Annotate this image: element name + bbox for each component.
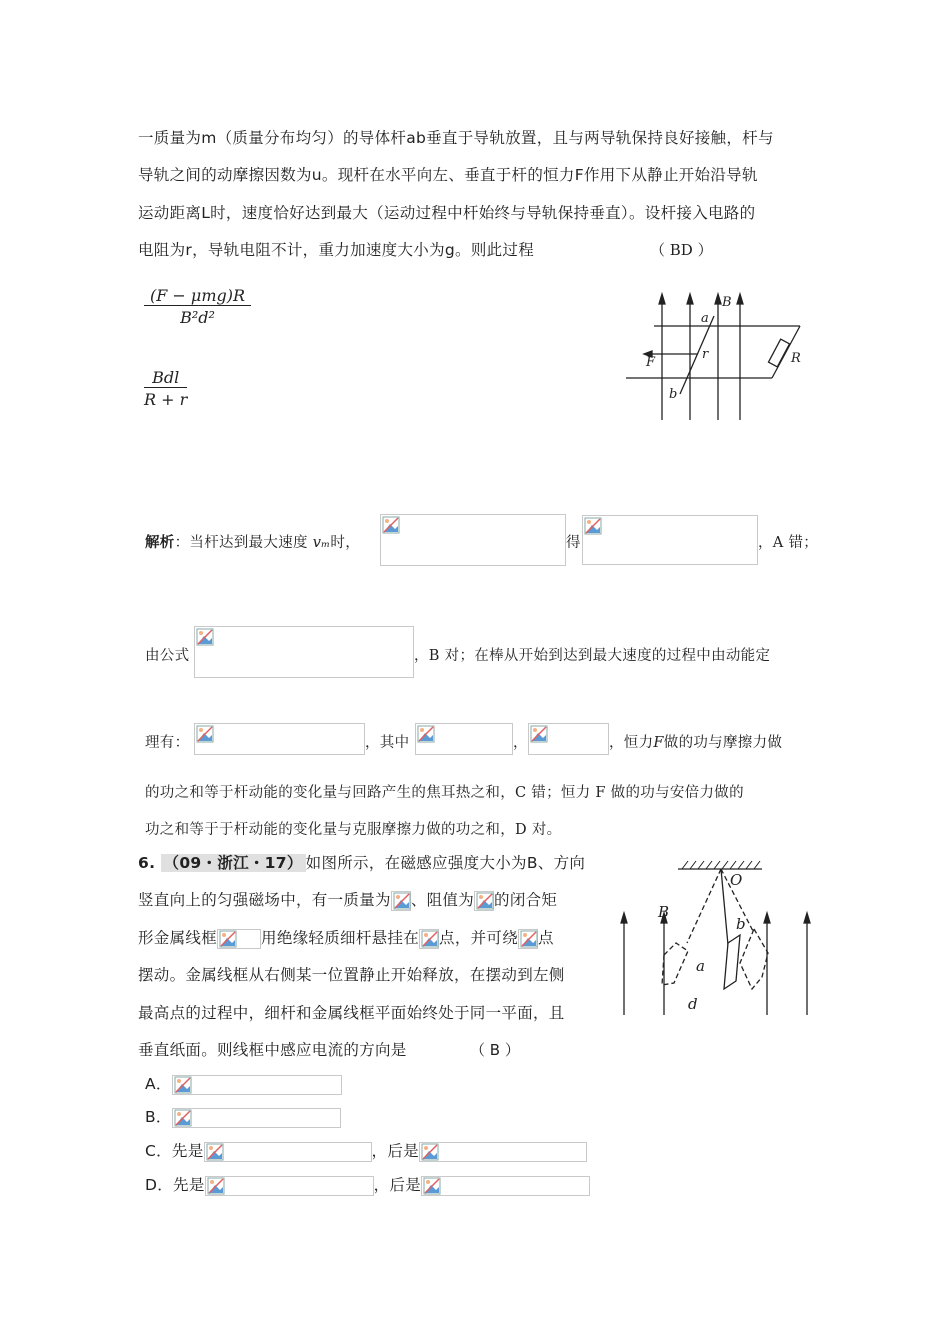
problem5-line2: 导轨之间的动摩擦因数为u。现杆在水平向左、垂直于杆的恒力F作用下从静止开始沿导轨: [138, 166, 758, 184]
analysis-line2-rest: ，B 对；在棒从开始到达到最大速度的过程中由动能定: [414, 648, 771, 664]
analysis-line4: 的功之和等于杆动能的变化量与回路产生的焦耳热之和，C 错；恒力 F 做的功与安倍力做的: [145, 785, 744, 801]
fig2-label-B: B: [658, 903, 670, 921]
problem6-line3: 形金属线框 用绝缘轻质细杆悬挂在 点，并可绕 点: [138, 929, 554, 947]
problem5-line1: 一质量为m（质量分布均匀）的导体杆ab垂直于导轨放置，且与两导轨保持良好接触，杆与: [138, 129, 774, 147]
fig1-label-B: B: [722, 295, 732, 310]
broken-image-option-d2: [421, 1176, 590, 1196]
broken-image-formula-6: [528, 723, 609, 755]
problem5-line4: 电阻为r，导轨电阻不计，重力加速度大小为g。则此过程: [138, 241, 535, 259]
broken-image-option-d1: [205, 1176, 374, 1196]
analysis-qizhong: ，其中: [365, 735, 410, 751]
broken-image-icon: [584, 517, 602, 535]
broken-image-point-o2: [518, 929, 538, 949]
analysis-formula-label: 由公式: [145, 648, 190, 664]
broken-image-formula-1: [380, 514, 566, 566]
broken-image-frame: [217, 929, 261, 949]
analysis-comma: ，: [513, 735, 528, 751]
broken-image-option-c2: [419, 1142, 587, 1162]
problem6-line1: 6. （09・浙江・17） 如图所示，在磁感应强度大小为B、方向: [138, 854, 586, 872]
fig1-label-a: a: [701, 311, 709, 326]
fig2-label-b: b: [736, 915, 746, 933]
pendulum-frame-figure: [612, 855, 817, 1025]
problem6-line5: 最高点的过程中，细杆和金属线框平面始终处于同一平面，且: [138, 1004, 565, 1022]
broken-image-formula-3: [194, 626, 414, 678]
formula-b-numerator: Bdl: [144, 368, 187, 388]
fig1-label-F: F: [646, 355, 656, 370]
fig1-label-b: b: [669, 387, 678, 402]
broken-image-formula-2: [582, 515, 758, 565]
broken-image-option-b: [172, 1108, 341, 1128]
problem5-answer: （ BD ）: [650, 241, 713, 259]
broken-image-icon: [530, 725, 548, 743]
problem6-source: （09・浙江・17）: [161, 854, 306, 872]
fig1-label-R: R: [791, 351, 801, 366]
fig1-label-r: r: [702, 347, 709, 362]
vm-symbol: vₘ: [312, 535, 331, 551]
broken-image-point-o: [419, 929, 439, 949]
broken-image-resistance: [474, 891, 494, 911]
broken-image-option-c1: [204, 1142, 372, 1162]
fig2-label-O: O: [730, 871, 743, 889]
broken-image-formula-4: [194, 723, 365, 755]
problem6-line6: 垂直纸面。则线框中感应电流的方向是: [138, 1041, 407, 1059]
option-c: C．先是 ，后是: [145, 1139, 587, 1162]
broken-image-mass: [391, 891, 411, 911]
formula-a-denominator: B²d²: [180, 308, 215, 327]
analysis-label: 解析: [145, 534, 175, 551]
broken-image-formula-5: [415, 723, 513, 755]
formula-a-numerator: (F − μmg)R: [144, 286, 251, 306]
broken-image-icon: [196, 725, 214, 743]
analysis-line3-end: ，恒力F做的功与摩擦力做: [609, 735, 783, 751]
broken-image-icon: [417, 725, 435, 743]
analysis-line3-start: 理有：: [145, 735, 190, 751]
analysis-de: 得: [566, 535, 581, 551]
broken-image-icon: [196, 628, 214, 646]
analysis-line1: 解析：当杆达到最大速度 vₘ时，: [145, 534, 361, 551]
problem6-answer: （ B ）: [470, 1041, 520, 1059]
option-b: B．: [145, 1105, 341, 1128]
problem6-line2: 竖直向上的匀强磁场中，有一质量为 、阻值为 的闭合矩: [138, 891, 558, 909]
broken-image-icon: [382, 516, 400, 534]
problem5-line3: 运动距离L时，速度恰好达到最大（运动过程中杆始终与导轨保持垂直）。设杆接入电路的: [138, 204, 756, 222]
problem6-line4: 摆动。金属线框从右侧某一位置静止开始释放，在摆动到左侧: [138, 966, 565, 984]
broken-image-option-a: [172, 1075, 342, 1095]
option-d: D．先是 ，后是: [145, 1173, 590, 1196]
rail-rod-figure: [622, 290, 812, 425]
fig2-label-a: a: [696, 957, 705, 975]
formula-option-b: [144, 368, 187, 409]
analysis-line5: 功之和等于于杆动能的变化量与克服摩擦力做的功之和，D 对。: [145, 822, 562, 838]
formula-option-a: [144, 286, 251, 327]
formula-b-denominator: R + r: [144, 390, 188, 409]
fig2-label-d: d: [688, 995, 698, 1013]
analysis-a-wrong: ，A 错；: [758, 535, 819, 551]
problem6-number: 6.: [138, 854, 156, 872]
option-a: A．: [145, 1072, 342, 1095]
